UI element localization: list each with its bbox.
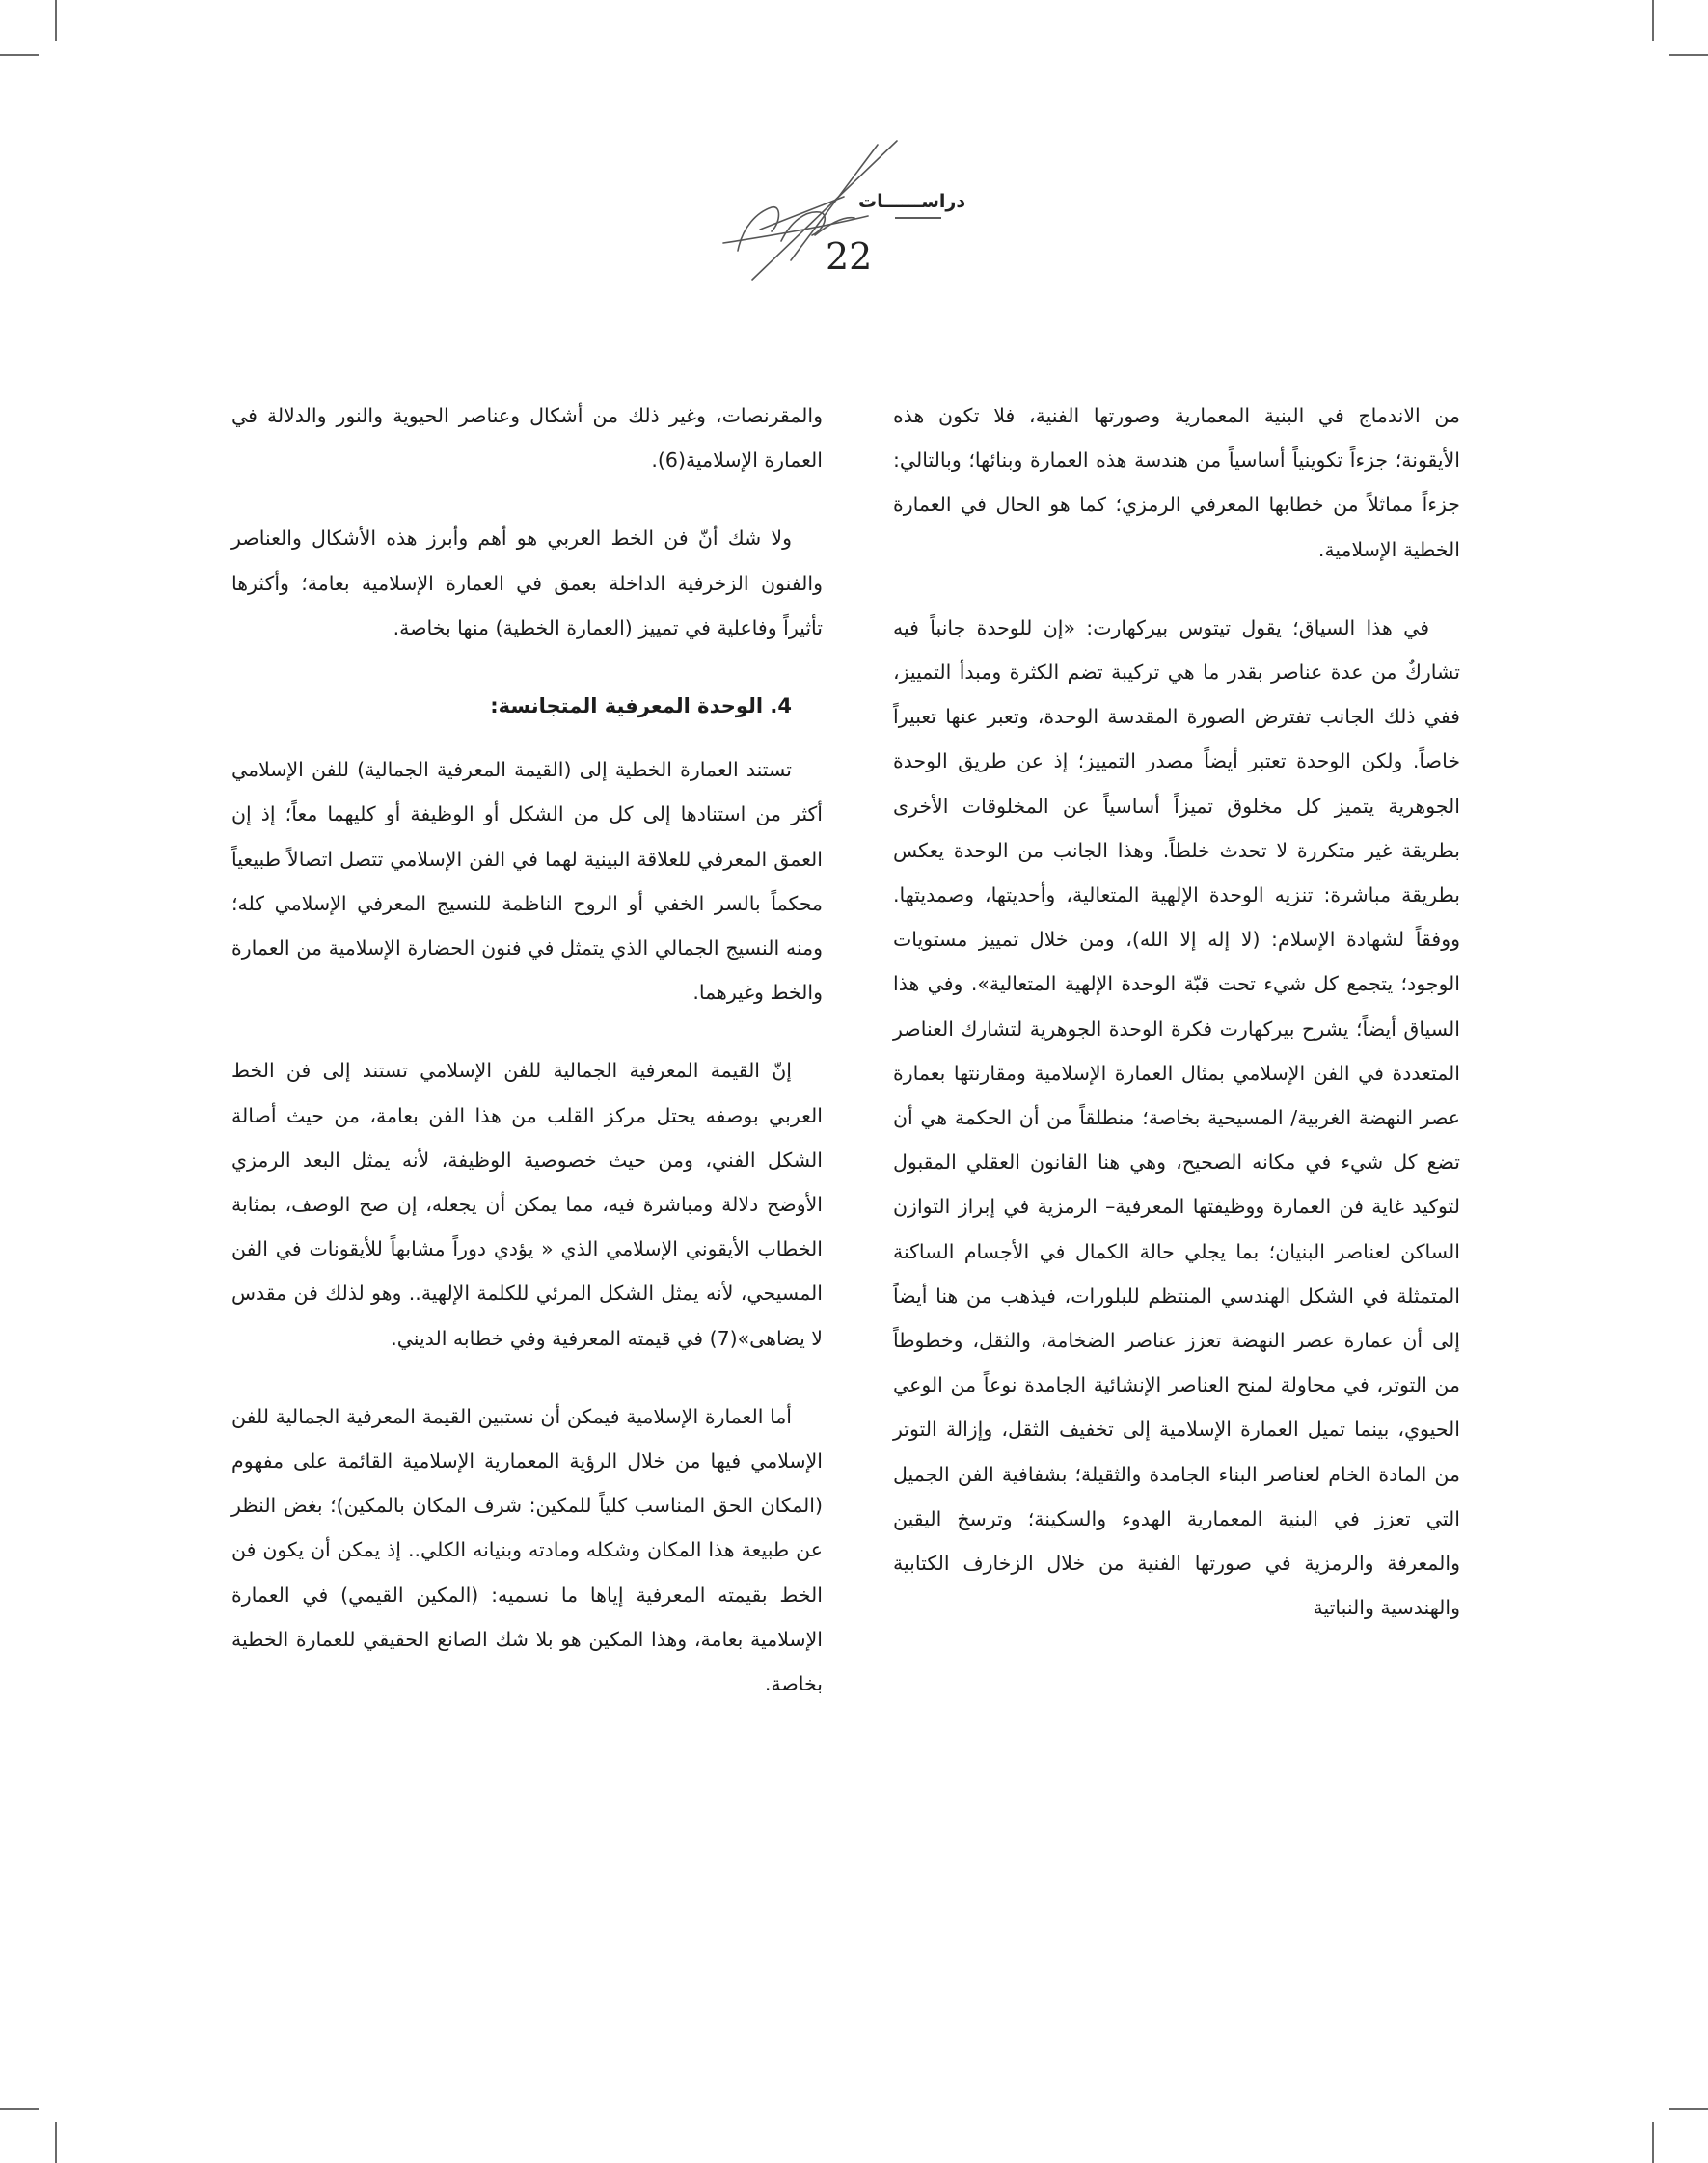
paragraph: والمقرنصات، وغير ذلك من أشكال وعناصر الحيوية والنور والدلالة في العمارة الإسلامية(6). [231,404,823,473]
section-heading: 4. الوحدة المعرفية المتجانسة: [490,694,792,718]
crop-mark [0,54,39,56]
crop-mark [1652,0,1654,41]
paragraph: في هذا السياق؛ يقول تيتوس بيركهارت: «إن للوحدة جانباً فيه تشاركٌ من عدة عناصر بقدر ما هي تركيبة تضم الكثرة ومبدأ التمييز، ففي ذلك الجانب تفترض الصورة المقدسة الوحدة، وتعبر عنها تعبيراً خاصاً. ولكن الوحدة تعتبر أيضاً مصدر التمييز؛ إذ عن طريق الوحدة الجوهرية يتميز كل مخلوق تميزاً أساسياً عن المخلوقات الأخرى بطريقة غير متكررة لا تحدث خلطاً. وهذا الجانب من الوحدة يعكس بطريقة مباشرة: تنزيه الوحدة الإلهية المتعالية، وأحديتها، وصمديتها. ووفقاً لشهادة الإسلام: (لا إله إلا الله)، ومن خلال تمييز مستويات الوجود؛ يتجمع كل شيء تحت قبّة الوحدة الإلهية المتعالية». وفي هذا السياق أيضاً؛ يشرح بيركهارت فكرة الوحدة الجوهرية لتشارك العناصر المتعددة في الفن الإسلامي بمثال العمارة الإسلامية ومقارنتها بعمارة عصر النهضة الغربية/ المسيحية بخاصة؛ منطلقاً من أن الحكمة هي أن تضع كل شيء في مكانه الصحيح، وهي هنا القانون العقلي المقبول لتوكيد غاية فن العمارة ووظيفتها المعرفية– الرمزية في إبراز التوازن الساكن لعناصر البنيان؛ بما يجلي حالة الكمال في الأجسام الساكنة المتمثلة في الشكل الهندسي المنتظم للبلورات، فيذهب من هنا أيضاً إلى أن عمارة عصر النهضة تعزز عناصر الضخامة، والثقل، وخطوطاً من التوتر، في محاولة لمنح العناصر الإنشائية الجامدة نوعاً من الوعي الحيوي، بينما تميل العمارة الإسلامية إلى تخفيف الثقل، وإزالة التوتر من المادة الخام لعناصر البناء الجامدة والثقيلة؛ بشفافية الفن الجميل التي تعزز في البنية المعمارية الهدوء والسكينة؛ وترسخ اليقين والمعرفة والرمزية في صورتها الفنية من خلال الزخارف الكتابية والهندسية والنباتية [893,615,1460,1620]
paragraph: أما العمارة الإسلامية فيمكن أن نستبين القيمة المعرفية الجمالية للفن الإسلامي فيها من خلال الرؤية المعمارية الإسلامية القائمة على مفهوم (المكان الحق المناسب كلياً للمكين: شرف المكان بالمكين)؛ بغض النظر عن طبيعة هذا المكان وشكله ومادته وبنيانه الكلي.. إذ يمكن أن يكون فن الخط بقيمته المعرفية إياها ما نسميه: (المكين القيمي) في العمارة الإسلامية بعامة، وهذا المكين هو بلا شك الصانع الحقيقي للعمارة الخطية بخاصة. [231,1404,823,1696]
text-column-right [893,393,1460,1663]
paragraph: من الاندماج في البنية المعمارية وصورتها الفنية، فلا تكون هذه الأيقونة؛ جزءاً تكوينياً أساسياً من هندسة هذه العمارة وبنائها؛ وبالتالي: جزءاً مماثلاً من خطابها المعرفي الرمزي؛ كما هو الحال في العمارة الخطية الإسلامية. [893,404,1460,561]
page-number: 22 [826,235,873,278]
section-label: دراســــــات [858,191,966,212]
crop-mark [55,2122,57,2163]
crop-mark [55,0,57,41]
crop-mark [1669,2108,1708,2110]
paragraph: ولا شك أنّ فن الخط العربي هو أهم وأبرز هذه الأشكال والعناصر والفنون الزخرفية الداخلة بعمق في العمارة الإسلامية بعامة؛ وأكثرها تأثيراً وفاعلية في تمييز (العمارة الخطية) منها بخاصة. [231,527,823,639]
crop-mark [1652,2122,1654,2163]
text-column-left [231,393,823,1740]
page-header [637,135,1071,289]
paragraph: إنّ القيمة المعرفية الجمالية للفن الإسلامي تستند إلى فن الخط العربي بوصفه يحتل مركز القلب من هذا الفن بعامة، من حيث أصالة الشكل الفني، ومن حيث خصوصية الوظيفة، لأنه يمثل البعد الرمزي الأوضح دلالة ومباشرة فيه، مما يمكن أن يجعله، إن صح الوصف، بمثابة الخطاب الأيقوني الإسلامي الذي « يؤدي دوراً مشابهاً للأيقونات في الفن المسيحي، لأنه يمثل الشكل المرئي للكلمة الإلهية.. وهو لذلك فن مقدس لا يضاهى»(7) في قيمته المعرفية وفي خطابه الديني. [231,1059,823,1350]
crop-mark [1669,54,1708,56]
crop-mark [0,2108,39,2110]
paragraph: تستند العمارة الخطية إلى (القيمة المعرفية الجمالية) للفن الإسلامي أكثر من استنادها إلى كل من الشكل أو الوظيفة أو كليهما معاً؛ إذ إن العمق المعرفي للعلاقة البينية لهما في الفن الإسلامي تتصل اتصالاً طبيعياً محكماً بالسر الخفي أو الروح الناظمة للنسيج المعرفي الإسلامي كله؛ ومنه النسيج الجمالي الذي يتمثل في فنون الحضارة الإسلامية من العمارة والخط وغيرهما. [231,758,823,1005]
